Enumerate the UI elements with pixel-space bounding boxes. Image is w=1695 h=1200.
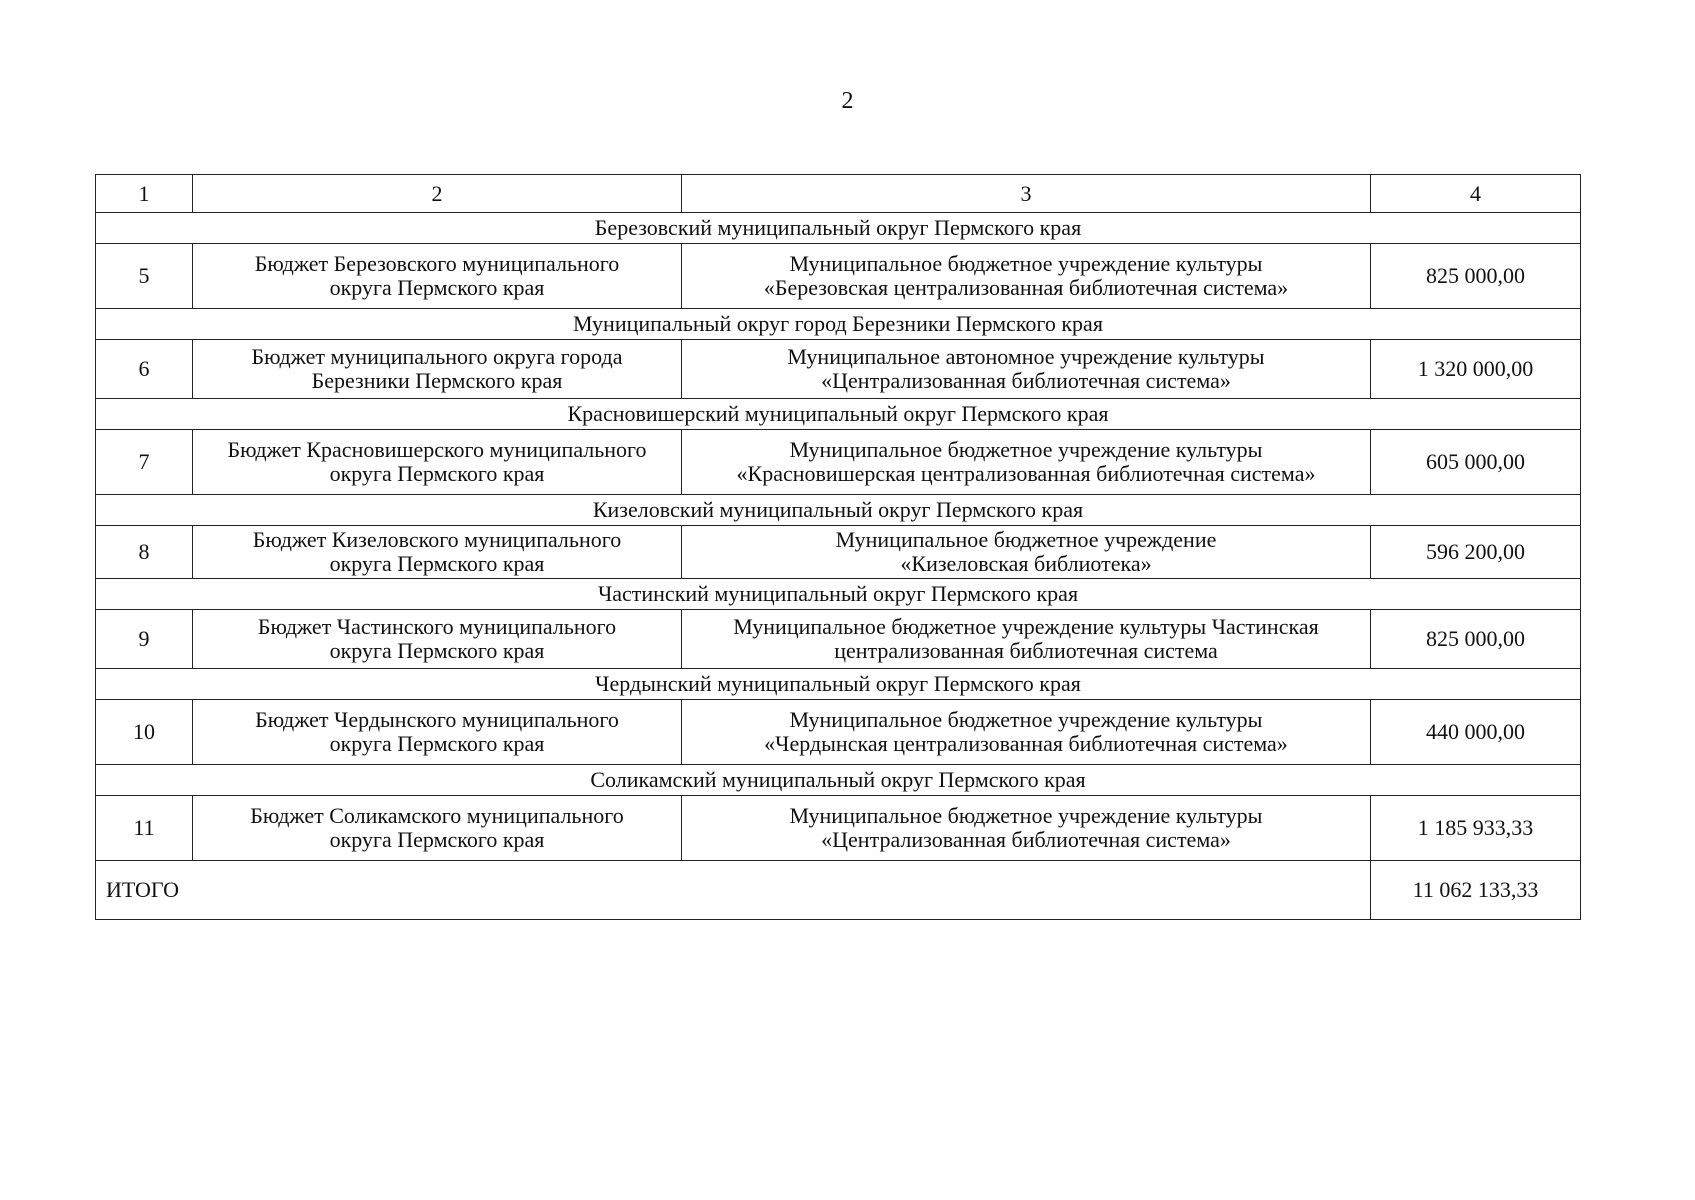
budget-name [193, 340, 682, 399]
district-name: Красновишерский муниципальный округ Пермского края [96, 399, 1581, 430]
amount: 605 000,00 [1371, 430, 1581, 495]
amount: 440 000,00 [1371, 700, 1581, 765]
row-number: 9 [96, 610, 193, 669]
institution-name-line: Муниципальное бюджетное учреждение культуры Частинская [733, 614, 1319, 639]
district-row [96, 765, 1581, 796]
budget-name [193, 526, 682, 579]
row-number: 11 [96, 796, 193, 861]
budget-name-line: округа Пермского края [329, 551, 545, 576]
budget-name-line: Бюджет Кизеловского муниципального [252, 527, 622, 552]
row-number: 7 [96, 430, 193, 495]
amount: 825 000,00 [1371, 610, 1581, 669]
budget-name-line: Бюджет Соликамского муниципального [250, 803, 624, 828]
table-row [96, 244, 1581, 309]
institution-name-line: «Централизованная библиотечная система» [821, 827, 1231, 852]
district-row [96, 213, 1581, 244]
row-number: 8 [96, 526, 193, 579]
page-number: 2 [841, 88, 854, 114]
district-row [96, 669, 1581, 700]
district-name: Соликамский муниципальный округ Пермского края [96, 765, 1581, 796]
amount: 1 320 000,00 [1371, 340, 1581, 399]
institution-name-line: Муниципальное бюджетное учреждение культуры [789, 707, 1263, 732]
district-name: Кизеловский муниципальный округ Пермского края [96, 495, 1581, 526]
district-row [96, 309, 1581, 340]
district-row [96, 495, 1581, 526]
budget-name-line: Березники Пермского края [311, 368, 563, 393]
institution-name-line: «Березовская централизованная библиотечная система» [763, 275, 1289, 300]
institution-name [682, 610, 1371, 669]
budget-name-line: округа Пермского края [329, 275, 545, 300]
budget-name [193, 430, 682, 495]
district-name: Чердынский муниципальный округ Пермского края [96, 669, 1581, 700]
budget-table [95, 174, 1581, 920]
institution-name-line: «Красновишерская централизованная библиотечная система» [736, 461, 1316, 486]
total-label: ИТОГО [96, 861, 1371, 920]
district-row [96, 579, 1581, 610]
row-number: 10 [96, 700, 193, 765]
budget-name [193, 796, 682, 861]
district-row [96, 399, 1581, 430]
institution-name [682, 700, 1371, 765]
institution-name [682, 526, 1371, 579]
total-amount: 11 062 133,33 [1371, 861, 1581, 920]
institution-name-line: «Централизованная библиотечная система» [821, 368, 1231, 393]
column-number: 2 [193, 175, 682, 213]
table-row [96, 796, 1581, 861]
budget-name-line: Бюджет муниципального округа города [251, 344, 623, 369]
amount: 825 000,00 [1371, 244, 1581, 309]
budget-name-line: Бюджет Частинского муниципального [257, 614, 617, 639]
institution-name [682, 244, 1371, 309]
district-name: Березовский муниципальный округ Пермского края [96, 213, 1581, 244]
table-row [96, 700, 1581, 765]
table-row [96, 340, 1581, 399]
budget-name [193, 244, 682, 309]
column-number: 3 [682, 175, 1371, 213]
budget-name-line: Бюджет Березовского муниципального [254, 251, 620, 276]
column-number: 4 [1371, 175, 1581, 213]
total-row [96, 861, 1581, 920]
amount: 596 200,00 [1371, 526, 1581, 579]
institution-name-line: централизованная библиотечная система [834, 638, 1218, 663]
table-row [96, 610, 1581, 669]
budget-name-line: Бюджет Чердынского муниципального [255, 707, 619, 732]
budget-name [193, 700, 682, 765]
budget-name-line: округа Пермского края [329, 461, 545, 486]
table-row [96, 526, 1581, 579]
budget-name-line: Бюджет Красновишерского муниципального [227, 437, 647, 462]
column-number: 1 [96, 175, 193, 213]
institution-name-line: Муниципальное бюджетное учреждение культуры [789, 437, 1263, 462]
district-name: Частинский муниципальный округ Пермского края [96, 579, 1581, 610]
institution-name-line: Муниципальное бюджетное учреждение культуры [789, 803, 1263, 828]
table-row [96, 430, 1581, 495]
column-number-row [96, 175, 1581, 213]
institution-name-line: Муниципальное автономное учреждение культуры [787, 344, 1265, 369]
district-name: Муниципальный округ город Березники Пермского края [96, 309, 1581, 340]
institution-name-line: Муниципальное бюджетное учреждение [835, 527, 1217, 552]
institution-name [682, 430, 1371, 495]
budget-name-line: округа Пермского края [329, 827, 545, 852]
institution-name-line: Муниципальное бюджетное учреждение культуры [789, 251, 1263, 276]
budget-name [193, 610, 682, 669]
institution-name [682, 796, 1371, 861]
institution-name [682, 340, 1371, 399]
institution-name-line: «Кизеловская библиотека» [900, 551, 1152, 576]
budget-name-line: округа Пермского края [329, 638, 545, 663]
budget-name-line: округа Пермского края [329, 731, 545, 756]
institution-name-line: «Чердынская централизованная библиотечная система» [764, 731, 1288, 756]
row-number: 6 [96, 340, 193, 399]
row-number: 5 [96, 244, 193, 309]
amount: 1 185 933,33 [1371, 796, 1581, 861]
